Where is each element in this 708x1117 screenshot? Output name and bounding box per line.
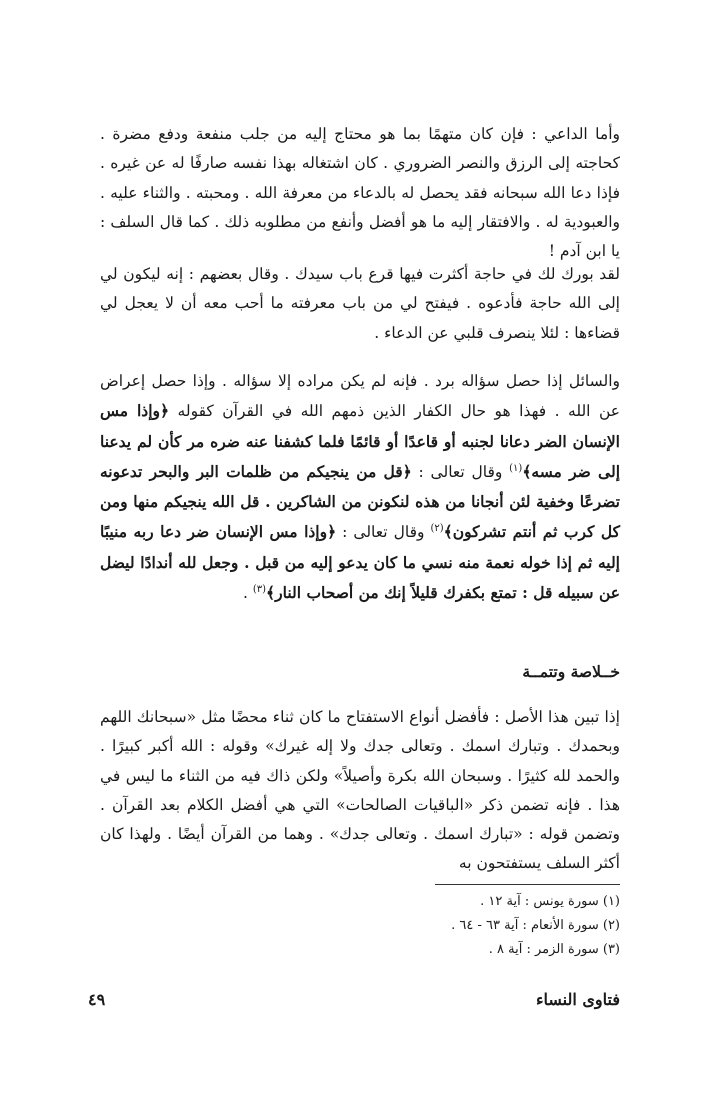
quran-verse: ﴿قل من ينجيكم من ظلمات البر والبحر تدعونه تضرعًا وخفية لئن أنجانا من هذه لنكونن من الشاكرين . قل الله ينجيكم منها ومن كل كرب ثم أنتم تشركون﴾ — [100, 461, 621, 542]
section-heading: خــلاصة وتتمــة — [522, 662, 620, 681]
paragraph-text: وقال تعالى : — [336, 523, 431, 542]
paragraph-text: . — [243, 584, 253, 603]
body-text-4 — [100, 703, 620, 879]
footnote-divider — [435, 884, 620, 885]
quran-verse: ﴿وإذا مس الإنسان الضر دعانا لجنبه أو قاعدًا أو قائمًا فلما كشفنا عنه ضره مر كأن لم يدعنا إلى ضر مسه﴾ — [100, 401, 620, 481]
footnotes — [360, 890, 620, 962]
paragraph: لقد بورك لك في حاجة أكثرت فيها قرع باب سيدك . وقال بعضهم : إنه ليكون لي إلى الله حاجة فأدعوه . فيفتح لي من باب معرفته ما أحب معه أن لا يعجل لي قضاءها : لئلا ينصرف قلبي عن الدعاء . — [100, 265, 620, 342]
paragraph-text: وقال تعالى : — [411, 462, 510, 481]
footnote-ref: (٢) — [430, 523, 444, 535]
body-text-3 — [100, 367, 620, 608]
footnote-ref: (٣) — [252, 583, 267, 595]
paragraph — [100, 367, 620, 608]
running-title: فتاوى النساء — [536, 990, 620, 1009]
footnote-ref: (١) — [509, 462, 523, 474]
paragraph: وأما الداعي : فإن كان متهمًا بما هو محتاج إليه من جلب منفعة ودفع مضرة . كحاجته إلى الرزق والنصر الضروري . كان اشتغاله بهذا نفسه صارفًا له عن غيره . فإذا دعا الله سبحانه فقد يحصل له بالدعاء من معرفة الله . ومحبته . والثناء عليه . والعبودية له . والافتقار إليه ما هو أفضل وأنفع من مطلوبه ذلك . كما قال السلف : يا ابن آدم ! — [100, 125, 620, 261]
page-number: ٤٩ — [88, 990, 106, 1009]
footnote: (٢) سورة الأنعام : آية ٦٣ - ٦٤ . — [451, 918, 620, 933]
paragraph-text: والسائل إذا حصل سؤاله برد . فإنه لم يكن مراده إلا سؤاله . وإذا حصل إعراض عن الله . فهذا هو حال الكفار الذين ذمهم الله في القرآن كقوله — [100, 372, 620, 421]
footnote: (١) سورة يونس : آية ١٢ . — [480, 894, 620, 909]
quran-verse: ﴿وإذا مس الإنسان ضر دعا ربه منيبًا إليه ثم إذا خوله نعمة منه نسي ما كان يدعو إليه من قبل . وجعل لله أندادًا ليضل عن سبيله قل : تمتع بكفرك قليلاً إنك من أصحاب النار﴾ — [100, 522, 620, 603]
body-text-1 — [100, 120, 620, 266]
paragraph: إذا تبين هذا الأصل : فأفضل أنواع الاستفتاح ما كان ثناء محضًا مثل «سبحانك اللهم وبحمدك . وتبارك اسمك . وتعالى جدك ولا إله غيرك» وقوله : الله أكبر كبيرًا . والحمد لله كثيرًا . وسبحان الله بكرة وأصيلاً» ولكن ذاك فيه من الثناء ما ليس في هذا . فإنه تضمن ذكر «الباقيات الصالحات» التي هي أفضل الكلام بعد القرآن . وتضمن قوله : «تبارك اسمك . وتعالى جدك» . وهما من القرآن أيضًا . ولهذا كان أكثر السلف يستفتحون به — [100, 708, 620, 873]
footnote: (٣) سورة الزمر : آية ٨ . — [488, 942, 620, 957]
body-text-2 — [100, 260, 620, 348]
